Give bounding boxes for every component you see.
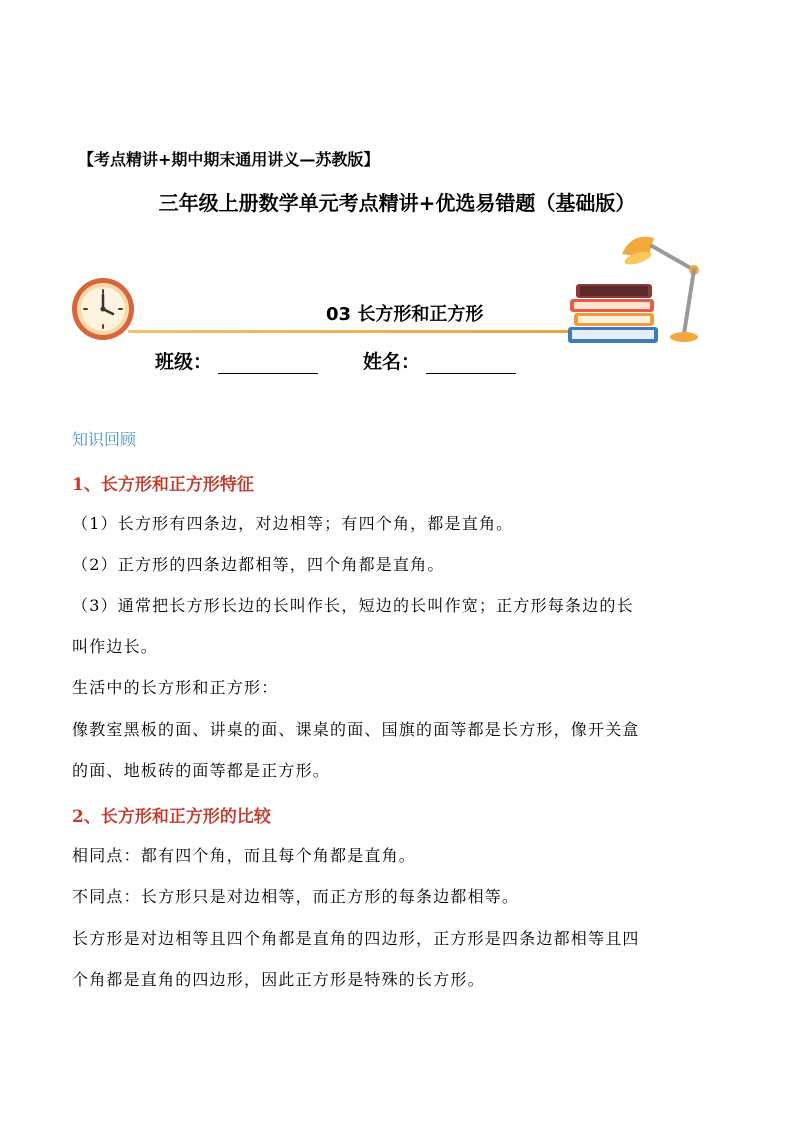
paragraph: 个角都是直角的四边形，因此正方形是特殊的长方形。 bbox=[72, 970, 485, 989]
paragraph: （2）正方形的四条边都相等，四个角都是直角。 bbox=[72, 555, 445, 574]
name-label: 姓名： bbox=[363, 351, 421, 373]
clock-icon bbox=[70, 276, 136, 342]
paragraph: （3）通常把长方形长边的长叫作长，短边的长叫作宽；正方形每条边的长 bbox=[72, 596, 634, 615]
paragraph: 像教室黑板的面、讲桌的面、课桌的面、国旗的面等都是长方形，像开关盒 bbox=[72, 720, 640, 739]
heading-comparison: 2、长方形和正方形的比较 bbox=[72, 807, 271, 827]
class-field bbox=[155, 347, 318, 374]
paragraph: （1）长方形有四条边，对边相等；有四个角，都是直角。 bbox=[72, 514, 514, 533]
paragraph: 叫作边长。 bbox=[72, 637, 159, 656]
class-label: 班级： bbox=[155, 351, 213, 373]
paragraph: 的面、地板砖的面等都是正方形。 bbox=[72, 761, 331, 780]
main-title: 三年级上册数学单元考点精讲+优选易错题（基础版） bbox=[158, 191, 636, 215]
name-input-line[interactable] bbox=[426, 353, 516, 374]
paragraph: 生活中的长方形和正方形： bbox=[72, 678, 279, 697]
paragraph: 长方形是对边相等且四个角都是直角的四边形，正方形是四条边都相等且四 bbox=[72, 929, 640, 948]
unit-title: 03 长方形和正方形 bbox=[326, 304, 484, 325]
name-field bbox=[363, 347, 516, 374]
series-title: 【考点精讲+期中期末通用讲义—苏教版】 bbox=[78, 150, 380, 169]
banner-divider bbox=[128, 330, 588, 333]
paragraph: 不同点：长方形只是对边相等，而正方形的每条边都相等。 bbox=[72, 887, 520, 906]
paragraph: 相同点：都有四个角，而且每个角都是直角。 bbox=[72, 846, 417, 865]
book-stack-icon bbox=[566, 282, 662, 346]
heading-features: 1、长方形和正方形特征 bbox=[72, 475, 254, 495]
class-input-line[interactable] bbox=[218, 353, 318, 374]
section-heading: 知识回顾 bbox=[72, 430, 137, 449]
